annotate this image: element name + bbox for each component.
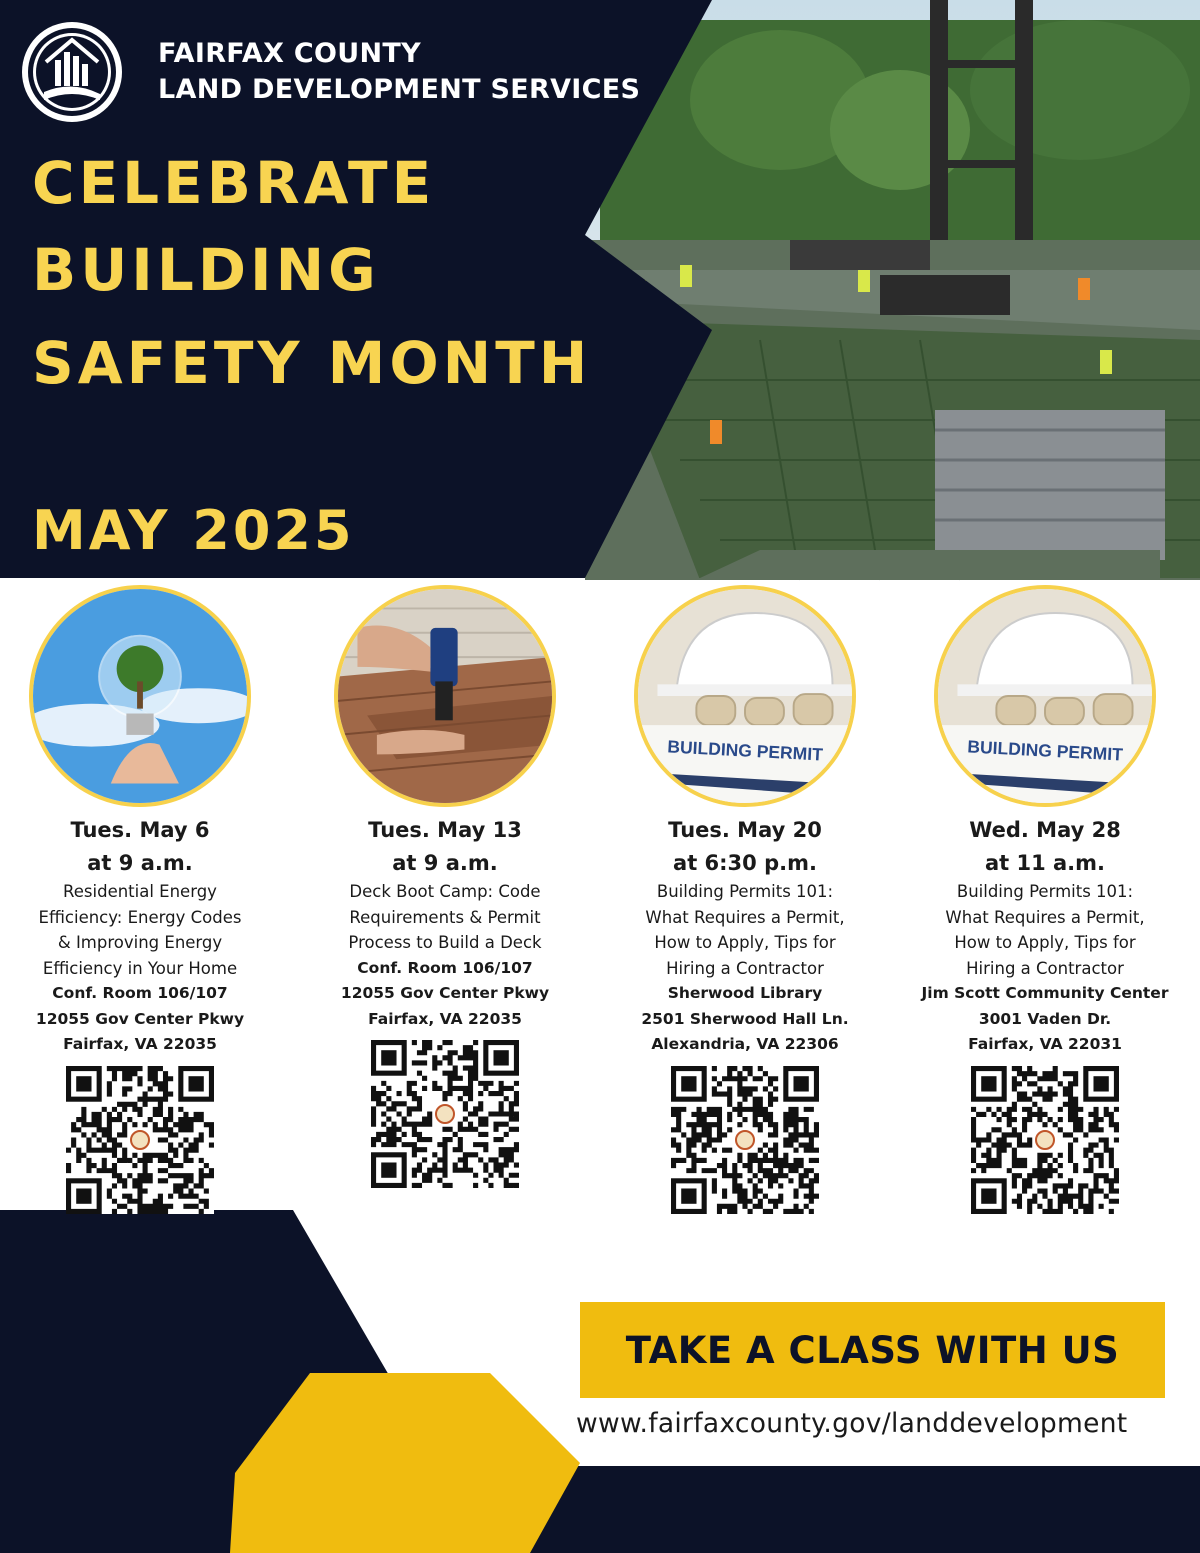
event-location-line: Fairfax, VA 22035 — [368, 1009, 522, 1028]
construction-site-photo — [585, 0, 1200, 580]
event-time: at 9 a.m. — [392, 851, 498, 875]
qr-code-icon — [66, 1066, 214, 1214]
take-a-class-button[interactable]: TAKE A CLASS WITH US — [580, 1302, 1165, 1398]
organization-name — [158, 36, 640, 108]
deck-drill-photo — [334, 585, 556, 807]
building-permit-photo — [934, 585, 1156, 807]
qr-finder-pattern — [381, 1050, 396, 1065]
qr-finder-pattern — [981, 1076, 996, 1091]
event-location-line: Conf. Room 106/107 — [52, 984, 228, 1002]
permit-text: BUILDING PERMIT — [966, 736, 1124, 765]
qr-finder-pattern — [793, 1076, 808, 1091]
qr-code-icon — [671, 1066, 819, 1214]
permit-text: BUILDING PERMIT — [666, 736, 824, 765]
qr-finder-pattern — [681, 1188, 696, 1203]
qr-code-icon — [371, 1040, 519, 1188]
event-location-line: Fairfax, VA 22035 — [63, 1035, 217, 1053]
event-location-line: 12055 Gov Center Pkwy — [35, 1009, 245, 1028]
qr-finder-pattern — [76, 1076, 91, 1091]
event-time: at 6:30 p.m. — [673, 851, 817, 875]
event-card-may-28 — [895, 585, 1195, 1214]
county-seal-icon — [1036, 1131, 1054, 1149]
qr-finder-pattern — [493, 1050, 508, 1065]
event-location-line: 12055 Gov Center Pkwy — [340, 984, 550, 1002]
event-date: Tues. May 6 — [70, 818, 210, 842]
event-location-line: Jim Scott Community Center — [921, 984, 1169, 1002]
lightbulb-tree-photo — [29, 585, 251, 807]
qr-finder-pattern — [681, 1076, 696, 1091]
headline-line-3: SAFETY MONTH — [32, 329, 592, 397]
qr-code-icon — [971, 1066, 1119, 1214]
county-seal-icon — [736, 1131, 754, 1149]
logo-icon — [22, 22, 122, 122]
registration-qr-code[interactable] — [671, 1066, 819, 1214]
fairfax-county-logo — [22, 22, 122, 122]
org-line-1: FAIRFAX COUNTY — [158, 38, 421, 69]
event-card-may-13 — [295, 585, 595, 1188]
event-title: Building Permits 101: What Requires a Permit, How to Apply, Tips for Hiring a Contractor — [945, 882, 1145, 978]
headline-line-2: BUILDING — [32, 236, 380, 304]
qr-finder-pattern — [981, 1188, 996, 1203]
event-time: at 9 a.m. — [87, 851, 193, 875]
event-card-may-20 — [595, 585, 895, 1214]
event-time: at 11 a.m. — [984, 851, 1106, 875]
event-title: Residential Energy Efficiency: Energy Codes & Improving Energy Efficiency in Your Home — [38, 882, 242, 978]
qr-finder-pattern — [1093, 1076, 1108, 1091]
registration-qr-code[interactable] — [66, 1066, 214, 1214]
qr-finder-pattern — [188, 1076, 203, 1091]
org-line-2: LAND DEVELOPMENT SERVICES — [158, 74, 641, 105]
headline-line-1: CELEBRATE — [32, 149, 436, 217]
website-link[interactable]: www.fairfaxcounty.gov/landdevelopment — [576, 1408, 1128, 1439]
month-label: MAY 2025 — [32, 499, 355, 562]
event-date: Tues. May 13 — [368, 818, 522, 842]
event-title: Building Permits 101: What Requires a Permit, How to Apply, Tips for Hiring a Contractor — [645, 882, 845, 978]
event-location-line: Alexandria, VA 22306 — [651, 1035, 839, 1053]
county-seal-icon — [131, 1131, 149, 1149]
event-date: Wed. May 28 — [969, 818, 1121, 842]
qr-finder-pattern — [76, 1188, 91, 1203]
county-seal-icon — [436, 1105, 454, 1123]
event-date: Tues. May 20 — [668, 818, 822, 842]
event-location-line: Fairfax, VA 22031 — [968, 1035, 1122, 1053]
event-location-line: Sherwood Library — [667, 984, 823, 1002]
registration-qr-code[interactable] — [971, 1066, 1119, 1214]
event-location-line: 2501 Sherwood Hall Ln. — [641, 1009, 849, 1028]
event-location-line: Conf. Room 106/107 — [357, 958, 533, 977]
qr-finder-pattern — [381, 1162, 396, 1177]
building-permit-photo — [634, 585, 856, 807]
registration-qr-code[interactable] — [371, 1040, 519, 1188]
event-card-may-6 — [0, 585, 290, 1214]
event-location-line: 3001 Vaden Dr. — [978, 1009, 1112, 1028]
event-title: Deck Boot Camp: Code Requirements & Permit Process to Build a Deck — [348, 882, 542, 952]
